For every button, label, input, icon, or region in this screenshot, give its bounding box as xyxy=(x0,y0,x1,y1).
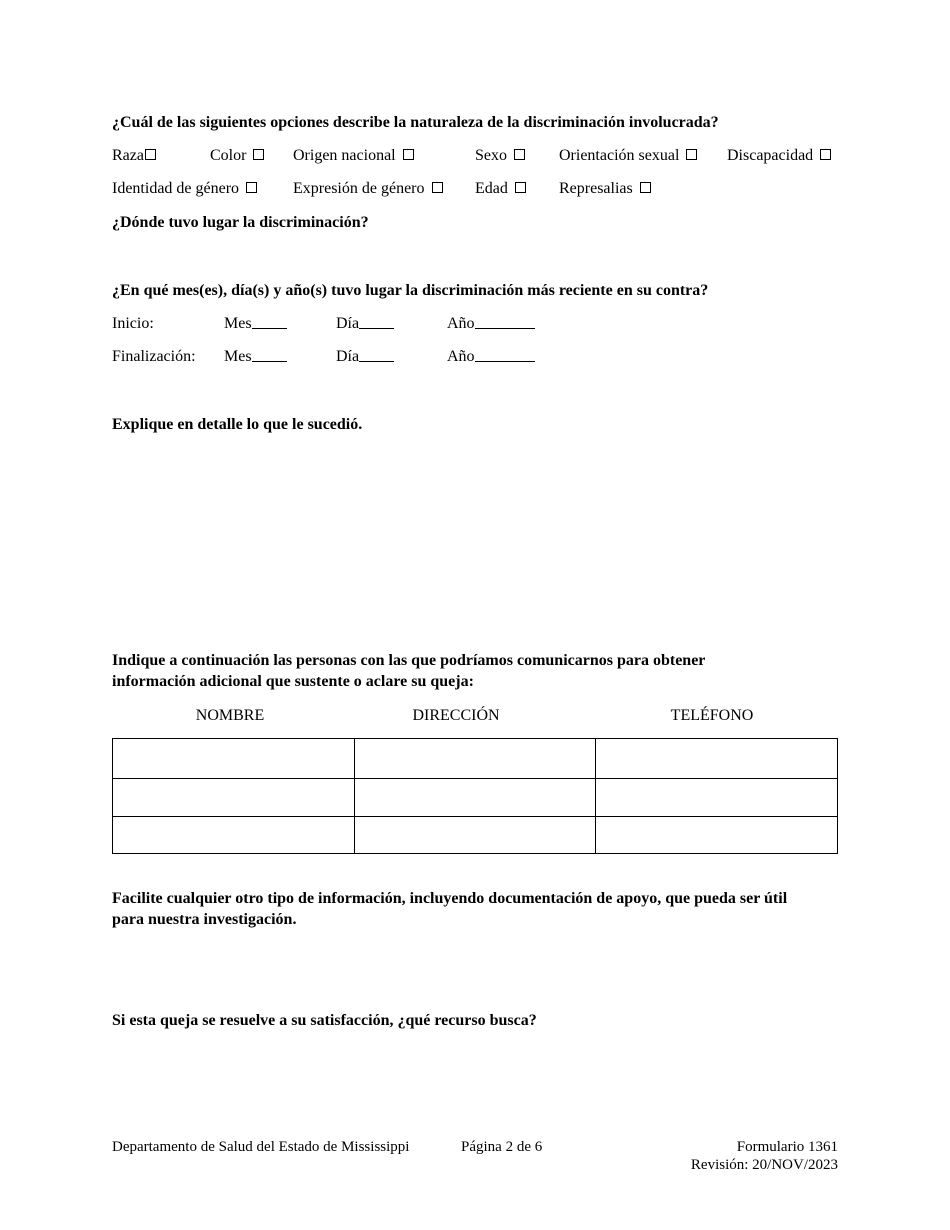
start-day-field[interactable] xyxy=(336,314,394,333)
month-label: Mes xyxy=(224,348,252,365)
checkbox-discapacidad[interactable] xyxy=(820,149,831,160)
end-date-label: Finalización: xyxy=(112,348,196,365)
contact-address-cell[interactable] xyxy=(354,739,596,779)
option-label: Discapacidad xyxy=(727,147,814,164)
start-month-field[interactable] xyxy=(224,314,287,333)
end-year-field[interactable] xyxy=(447,347,535,366)
option-discapacidad[interactable] xyxy=(727,146,831,165)
start-day-blank[interactable] xyxy=(359,314,394,329)
option-identidad-genero[interactable] xyxy=(112,179,257,198)
checkbox-identidad-genero[interactable] xyxy=(246,182,257,193)
start-year-field[interactable] xyxy=(447,314,535,333)
option-label: Identidad de género xyxy=(112,180,240,197)
start-date-label: Inicio: xyxy=(112,315,154,332)
checkbox-origen-nacional[interactable] xyxy=(403,149,414,160)
checkbox-raza[interactable] xyxy=(145,149,156,160)
checkbox-orientacion-sexual[interactable] xyxy=(686,149,697,160)
contact-name-cell[interactable] xyxy=(113,739,355,779)
day-label: Día xyxy=(336,348,360,365)
option-label: Raza xyxy=(112,147,144,164)
start-month-blank[interactable] xyxy=(252,314,287,329)
contact-phone-cell[interactable] xyxy=(596,779,838,817)
year-label: Año xyxy=(447,315,475,332)
option-color[interactable] xyxy=(210,146,264,165)
question-contacts-line1: Indique a continuación las personas con las que podríamos comunicarnos para obtener xyxy=(112,652,706,669)
end-month-field[interactable] xyxy=(224,347,287,366)
contacts-table xyxy=(112,738,838,854)
contact-name-cell[interactable] xyxy=(113,817,355,854)
end-month-blank[interactable] xyxy=(252,347,287,362)
question-other-info-line2: para nuestra investigación. xyxy=(112,911,297,928)
question-discrimination-location: ¿Dónde tuvo lugar la discriminación? xyxy=(112,214,369,231)
day-label: Día xyxy=(336,315,360,332)
end-day-field[interactable] xyxy=(336,347,394,366)
end-year-blank[interactable] xyxy=(475,347,535,362)
question-contacts-line2: información adicional que sustente o aclare su queja: xyxy=(112,673,474,690)
option-label: Origen nacional xyxy=(293,147,396,164)
table-row xyxy=(113,739,838,779)
question-discrimination-dates: ¿En qué mes(es), día(s) y año(s) tuvo lugar la discriminación más reciente en su contra? xyxy=(112,282,709,299)
option-represalias[interactable] xyxy=(559,179,651,198)
footer-revision: Revisión: 20/NOV/2023 xyxy=(690,1157,838,1173)
question-discrimination-nature: ¿Cuál de las siguientes opciones describe la naturaleza de la discriminación involucrada? xyxy=(112,114,719,131)
contact-address-cell[interactable] xyxy=(354,817,596,854)
table-row xyxy=(113,817,838,854)
column-header-phone: TELÉFONO xyxy=(670,707,754,724)
month-label: Mes xyxy=(224,315,252,332)
question-other-info-line1: Facilite cualquier otro tipo de información, incluyendo documentación de apoyo, que pueda ser útil xyxy=(112,890,788,907)
checkbox-expresion-genero[interactable] xyxy=(432,182,443,193)
start-year-blank[interactable] xyxy=(475,314,535,329)
option-label: Represalias xyxy=(559,180,633,197)
question-remedy: Si esta queja se resuelve a su satisfacción, ¿qué recurso busca? xyxy=(112,1012,537,1029)
footer-page-number: Página 2 de 6 xyxy=(461,1139,543,1155)
year-label: Año xyxy=(447,348,475,365)
footer-form-number: Formulario 1361 xyxy=(736,1139,838,1155)
contact-phone-cell[interactable] xyxy=(596,817,838,854)
contact-address-cell[interactable] xyxy=(354,779,596,817)
checkbox-color[interactable] xyxy=(253,149,264,160)
question-explain: Explique en detalle lo que le sucedió. xyxy=(112,416,363,433)
option-label: Edad xyxy=(475,180,508,197)
option-label: Color xyxy=(210,147,247,164)
checkbox-edad[interactable] xyxy=(515,182,526,193)
option-orientacion-sexual[interactable] xyxy=(559,146,697,165)
contact-phone-cell[interactable] xyxy=(596,739,838,779)
option-raza[interactable] xyxy=(112,146,156,165)
footer-department: Departamento de Salud del Estado de Mississippi xyxy=(112,1139,410,1155)
end-day-blank[interactable] xyxy=(359,347,394,362)
option-edad[interactable] xyxy=(475,179,526,198)
option-expresion-genero[interactable] xyxy=(293,179,443,198)
column-header-address: DIRECCIÓN xyxy=(412,707,500,724)
option-label: Orientación sexual xyxy=(559,147,680,164)
table-row xyxy=(113,779,838,817)
checkbox-sexo[interactable] xyxy=(514,149,525,160)
option-label: Expresión de género xyxy=(293,180,425,197)
column-header-name: NOMBRE xyxy=(195,707,265,724)
contact-name-cell[interactable] xyxy=(113,779,355,817)
option-sexo[interactable] xyxy=(475,146,525,165)
option-origen-nacional[interactable] xyxy=(293,146,414,165)
checkbox-represalias[interactable] xyxy=(640,182,651,193)
option-label: Sexo xyxy=(475,147,507,164)
